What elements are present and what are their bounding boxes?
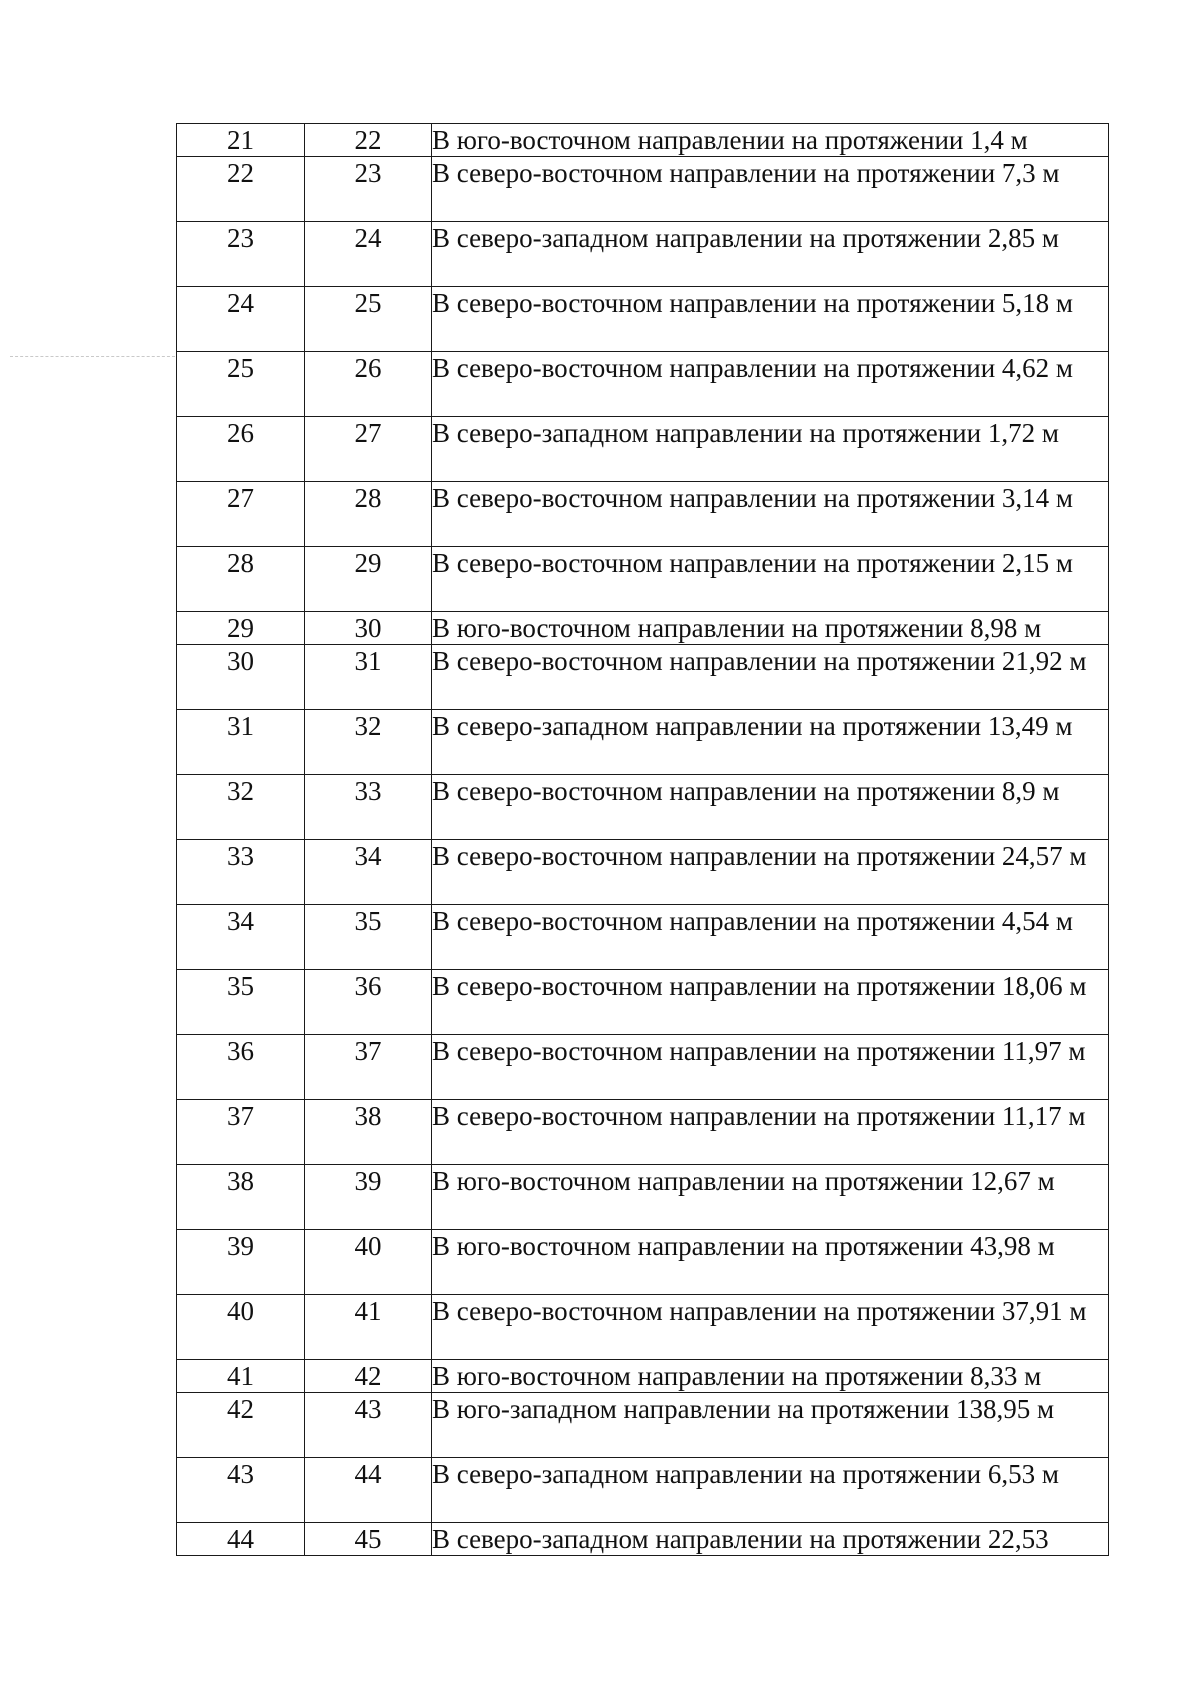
direction-description-cell: В северо-западном направлении на протяжении 13,49 м (432, 710, 1109, 775)
direction-description-cell: В юго-восточном направлении на протяжении 43,98 м (432, 1230, 1109, 1295)
to-point-cell: 26 (305, 352, 432, 417)
to-point-cell: 33 (305, 775, 432, 840)
table-row (177, 1230, 1109, 1295)
table-row (177, 840, 1109, 905)
to-point-cell: 38 (305, 1100, 432, 1165)
scan-artifact-line (10, 356, 175, 357)
to-point-cell: 44 (305, 1458, 432, 1523)
from-point-cell: 24 (177, 287, 305, 352)
to-point-cell: 43 (305, 1393, 432, 1458)
to-point-cell: 27 (305, 417, 432, 482)
direction-description-cell: В юго-западном направлении на протяжении 138,95 м (432, 1393, 1109, 1458)
direction-description-cell: В северо-восточном направлении на протяжении 11,97 м (432, 1035, 1109, 1100)
table-row (177, 124, 1109, 157)
from-point-cell: 35 (177, 970, 305, 1035)
to-point-cell: 42 (305, 1360, 432, 1393)
from-point-cell: 34 (177, 905, 305, 970)
table-row (177, 1295, 1109, 1360)
table-body (177, 124, 1109, 1556)
table-row (177, 157, 1109, 222)
from-point-cell: 43 (177, 1458, 305, 1523)
from-point-cell: 21 (177, 124, 305, 157)
direction-description-cell: В северо-восточном направлении на протяжении 24,57 м (432, 840, 1109, 905)
table-row (177, 417, 1109, 482)
from-point-cell: 28 (177, 547, 305, 612)
direction-description-cell: В северо-восточном направлении на протяжении 3,14 м (432, 482, 1109, 547)
to-point-cell: 40 (305, 1230, 432, 1295)
direction-description-cell: В северо-восточном направлении на протяжении 5,18 м (432, 287, 1109, 352)
direction-description-cell: В северо-восточном направлении на протяжении 18,06 м (432, 970, 1109, 1035)
table-row (177, 482, 1109, 547)
direction-description-cell: В северо-западном направлении на протяжении 22,53 (432, 1523, 1109, 1556)
from-point-cell: 40 (177, 1295, 305, 1360)
table-row (177, 1100, 1109, 1165)
direction-description-cell: В юго-восточном направлении на протяжении 1,4 м (432, 124, 1109, 157)
to-point-cell: 30 (305, 612, 432, 645)
to-point-cell: 36 (305, 970, 432, 1035)
table-row (177, 1360, 1109, 1393)
table-row (177, 1165, 1109, 1230)
table-row (177, 775, 1109, 840)
direction-description-cell: В северо-восточном направлении на протяжении 37,91 м (432, 1295, 1109, 1360)
from-point-cell: 38 (177, 1165, 305, 1230)
direction-description-cell: В северо-восточном направлении на протяжении 21,92 м (432, 645, 1109, 710)
table-row (177, 352, 1109, 417)
to-point-cell: 24 (305, 222, 432, 287)
table-row (177, 287, 1109, 352)
direction-description-cell: В северо-восточном направлении на протяжении 2,15 м (432, 547, 1109, 612)
direction-description-cell: В северо-восточном направлении на протяжении 7,3 м (432, 157, 1109, 222)
from-point-cell: 42 (177, 1393, 305, 1458)
from-point-cell: 39 (177, 1230, 305, 1295)
from-point-cell: 25 (177, 352, 305, 417)
from-point-cell: 41 (177, 1360, 305, 1393)
table-row (177, 970, 1109, 1035)
to-point-cell: 25 (305, 287, 432, 352)
direction-description-cell: В северо-восточном направлении на протяжении 11,17 м (432, 1100, 1109, 1165)
direction-description-cell: В юго-восточном направлении на протяжении 12,67 м (432, 1165, 1109, 1230)
to-point-cell: 41 (305, 1295, 432, 1360)
direction-description-cell: В северо-западном направлении на протяжении 2,85 м (432, 222, 1109, 287)
from-point-cell: 36 (177, 1035, 305, 1100)
table-row (177, 612, 1109, 645)
direction-description-cell: В северо-западном направлении на протяжении 1,72 м (432, 417, 1109, 482)
from-point-cell: 26 (177, 417, 305, 482)
from-point-cell: 29 (177, 612, 305, 645)
from-point-cell: 27 (177, 482, 305, 547)
from-point-cell: 22 (177, 157, 305, 222)
to-point-cell: 39 (305, 1165, 432, 1230)
to-point-cell: 22 (305, 124, 432, 157)
from-point-cell: 37 (177, 1100, 305, 1165)
direction-description-cell: В северо-восточном направлении на протяжении 4,62 м (432, 352, 1109, 417)
direction-description-cell: В юго-восточном направлении на протяжении 8,33 м (432, 1360, 1109, 1393)
boundary-description-table (176, 123, 1109, 1556)
to-point-cell: 45 (305, 1523, 432, 1556)
table-row (177, 222, 1109, 287)
direction-description-cell: В юго-восточном направлении на протяжении 8,98 м (432, 612, 1109, 645)
to-point-cell: 29 (305, 547, 432, 612)
table-row (177, 710, 1109, 775)
table-row (177, 1458, 1109, 1523)
from-point-cell: 33 (177, 840, 305, 905)
table-row (177, 1393, 1109, 1458)
from-point-cell: 32 (177, 775, 305, 840)
to-point-cell: 34 (305, 840, 432, 905)
direction-description-cell: В северо-западном направлении на протяжении 6,53 м (432, 1458, 1109, 1523)
from-point-cell: 30 (177, 645, 305, 710)
to-point-cell: 32 (305, 710, 432, 775)
from-point-cell: 44 (177, 1523, 305, 1556)
from-point-cell: 23 (177, 222, 305, 287)
to-point-cell: 37 (305, 1035, 432, 1100)
to-point-cell: 28 (305, 482, 432, 547)
table-row (177, 645, 1109, 710)
direction-description-cell: В северо-восточном направлении на протяжении 4,54 м (432, 905, 1109, 970)
to-point-cell: 35 (305, 905, 432, 970)
direction-description-cell: В северо-восточном направлении на протяжении 8,9 м (432, 775, 1109, 840)
table-row (177, 1523, 1109, 1556)
table-row (177, 905, 1109, 970)
from-point-cell: 31 (177, 710, 305, 775)
to-point-cell: 23 (305, 157, 432, 222)
table-row (177, 1035, 1109, 1100)
to-point-cell: 31 (305, 645, 432, 710)
table-row (177, 547, 1109, 612)
